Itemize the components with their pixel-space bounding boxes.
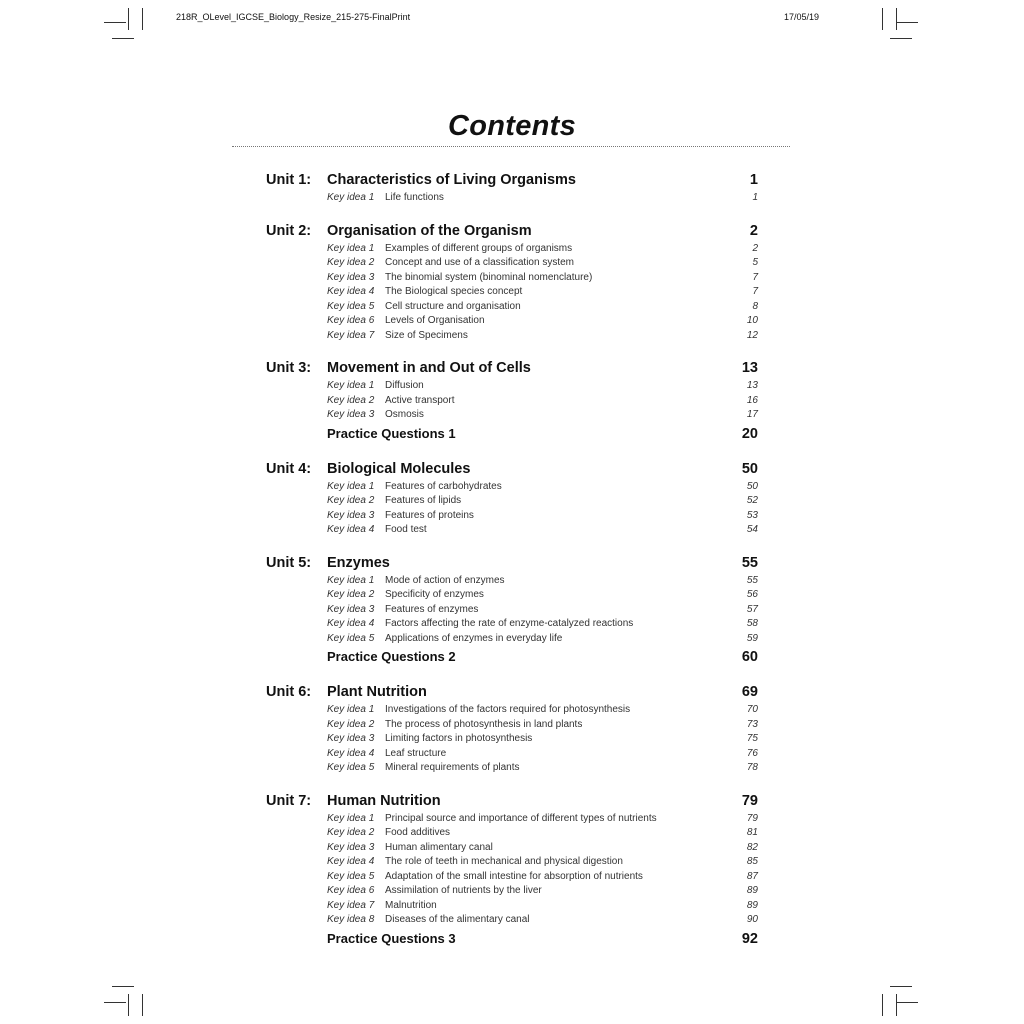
key-idea-row <box>266 762 758 777</box>
toc-unit <box>266 793 758 950</box>
key-idea-page-number: 79 <box>746 812 758 824</box>
key-idea-page-number: 10 <box>746 315 758 326</box>
key-idea-text: Features of enzymes <box>385 603 479 615</box>
crop-mark <box>890 38 912 39</box>
table-of-contents <box>266 172 758 966</box>
key-idea-label: Key idea 1 <box>327 574 375 586</box>
key-idea-label: Key idea 6 <box>327 885 375 896</box>
key-idea-text: The Biological species concept <box>385 286 523 297</box>
crop-mark <box>896 8 897 30</box>
unit-title: Biological Molecules <box>327 460 471 477</box>
key-idea-page-number: 5 <box>752 257 758 268</box>
key-idea-page-number: 55 <box>746 574 758 586</box>
key-idea-label: Key idea 4 <box>327 286 375 297</box>
key-idea-row <box>266 704 758 719</box>
unit-label: Unit 6: <box>266 684 312 700</box>
practice-questions-row <box>266 649 758 668</box>
practice-questions-row <box>266 426 758 445</box>
practice-questions-page-number: 92 <box>741 930 758 947</box>
key-idea-text: Features of carbohydrates <box>385 480 502 492</box>
key-idea-text: Principal source and importance of different types of nutrients <box>385 812 657 824</box>
key-idea-label: Key idea 2 <box>327 394 375 406</box>
unit-heading-row <box>266 684 758 704</box>
key-idea-label: Key idea 3 <box>327 603 375 615</box>
practice-questions-page-number: 60 <box>741 649 758 665</box>
key-idea-page-number: 58 <box>746 618 758 629</box>
unit-label: Unit 4: <box>266 460 312 477</box>
key-idea-row <box>266 315 758 330</box>
unit-title: Characteristics of Living Organisms <box>327 172 576 188</box>
key-idea-label: Key idea 5 <box>327 632 375 644</box>
key-idea-text: Diffusion <box>385 380 424 391</box>
key-idea-row <box>266 243 758 258</box>
key-idea-label: Key idea 3 <box>327 841 375 853</box>
key-idea-row <box>266 257 758 272</box>
key-idea-row <box>266 510 758 525</box>
key-idea-text: Levels of Organisation <box>385 315 485 326</box>
crop-mark <box>112 986 134 987</box>
key-idea-page-number: 7 <box>752 271 758 283</box>
key-idea-row <box>266 495 758 510</box>
key-idea-text: The process of photosynthesis in land plants <box>385 718 583 730</box>
key-idea-label: Key idea 2 <box>327 495 375 506</box>
key-idea-text: Mode of action of enzymes <box>385 574 505 586</box>
key-idea-row <box>266 813 758 828</box>
key-idea-page-number: 8 <box>752 300 758 312</box>
key-idea-row <box>266 885 758 900</box>
crop-mark <box>128 994 129 1016</box>
practice-questions-page-number: 20 <box>741 425 758 442</box>
key-idea-page-number: 78 <box>746 762 758 773</box>
crop-mark <box>104 1002 126 1003</box>
unit-heading-row <box>266 461 758 481</box>
key-idea-label: Key idea 4 <box>327 618 375 629</box>
key-idea-label: Key idea 7 <box>327 899 375 911</box>
key-idea-label: Key idea 1 <box>327 480 375 492</box>
key-idea-page-number: 89 <box>746 899 758 911</box>
key-idea-row <box>266 589 758 604</box>
key-idea-row <box>266 395 758 410</box>
key-idea-text: Mineral requirements of plants <box>385 762 520 773</box>
key-idea-row <box>266 719 758 734</box>
toc-unit <box>266 223 758 345</box>
key-idea-row <box>266 871 758 886</box>
key-idea-row <box>266 733 758 748</box>
page-title: Contents <box>447 110 577 142</box>
crop-mark <box>882 994 883 1016</box>
key-idea-label: Key idea 1 <box>327 380 375 391</box>
key-idea-label: Key idea 3 <box>327 271 375 283</box>
key-idea-row <box>266 900 758 915</box>
key-idea-text: Assimilation of nutrients by the liver <box>385 885 542 896</box>
key-idea-page-number: 52 <box>746 495 758 506</box>
key-idea-page-number: 12 <box>746 329 758 341</box>
key-idea-label: Key idea 8 <box>327 914 375 925</box>
crop-mark <box>896 22 918 23</box>
key-idea-label: Key idea 3 <box>327 733 375 744</box>
unit-heading-row <box>266 172 758 192</box>
key-idea-row <box>266 575 758 590</box>
key-idea-page-number: 85 <box>746 856 758 867</box>
print-filename: 218R_OLevel_IGCSE_Biology_Resize_215-275-FinalPrint <box>176 12 411 22</box>
unit-heading-row <box>266 793 758 813</box>
key-idea-page-number: 17 <box>746 409 758 420</box>
key-idea-text: The binomial system (binominal nomenclature) <box>385 271 593 283</box>
crop-mark <box>896 1002 918 1003</box>
unit-title: Organisation of the Organism <box>327 222 532 239</box>
key-idea-text: Features of lipids <box>385 495 462 506</box>
unit-page-number: 13 <box>741 360 758 376</box>
key-idea-page-number: 87 <box>746 870 758 882</box>
practice-questions-title: Practice Questions 1 <box>327 425 456 441</box>
key-idea-text: Factors affecting the rate of enzyme-catalyzed reactions <box>385 618 634 629</box>
key-idea-page-number: 89 <box>746 885 758 896</box>
key-idea-row <box>266 524 758 539</box>
key-idea-label: Key idea 1 <box>327 704 375 715</box>
key-idea-text: Features of proteins <box>385 509 474 521</box>
unit-heading-row <box>266 360 758 380</box>
key-idea-text: Concept and use of a classification system <box>385 257 574 268</box>
key-idea-label: Key idea 1 <box>327 812 375 824</box>
key-idea-page-number: 73 <box>746 718 758 730</box>
key-idea-page-number: 81 <box>746 827 758 838</box>
key-idea-page-number: 16 <box>746 394 758 406</box>
toc-unit <box>266 360 758 445</box>
key-idea-text: Adaptation of the small intestine for absorption of nutrients <box>385 870 643 882</box>
toc-unit <box>266 684 758 777</box>
key-idea-page-number: 75 <box>746 733 758 744</box>
key-idea-text: Food test <box>385 524 427 535</box>
key-idea-text: Leaf structure <box>385 747 447 759</box>
key-idea-label: Key idea 7 <box>327 329 375 341</box>
crop-mark <box>882 8 883 30</box>
key-idea-text: Size of Specimens <box>385 329 468 341</box>
key-idea-label: Key idea 2 <box>327 589 375 600</box>
key-idea-page-number: 56 <box>746 589 758 600</box>
key-idea-row <box>266 481 758 496</box>
key-idea-label: Key idea 4 <box>327 856 375 867</box>
unit-page-number: 79 <box>741 792 758 809</box>
key-idea-label: Key idea 1 <box>327 192 375 203</box>
key-idea-page-number: 59 <box>746 632 758 644</box>
key-idea-page-number: 70 <box>746 704 758 715</box>
key-idea-label: Key idea 2 <box>327 257 375 268</box>
key-idea-label: Key idea 1 <box>327 242 375 254</box>
key-idea-page-number: 57 <box>746 603 758 615</box>
key-idea-page-number: 13 <box>746 380 758 391</box>
key-idea-row <box>266 914 758 929</box>
key-idea-text: Diseases of the alimentary canal <box>385 914 530 925</box>
practice-questions-row <box>266 931 758 950</box>
crop-mark <box>896 994 897 1016</box>
key-idea-text: Limiting factors in photosynthesis <box>385 733 533 744</box>
key-idea-text: Life functions <box>385 192 444 203</box>
key-idea-row <box>266 330 758 345</box>
key-idea-text: Examples of different groups of organisms <box>385 242 573 254</box>
key-idea-text: Osmosis <box>385 409 424 420</box>
key-idea-label: Key idea 3 <box>327 409 375 420</box>
key-idea-row <box>266 842 758 857</box>
unit-heading-row <box>266 555 758 575</box>
key-idea-page-number: 82 <box>746 841 758 853</box>
key-idea-page-number: 53 <box>746 509 758 521</box>
key-idea-row <box>266 856 758 871</box>
key-idea-page-number: 1 <box>752 192 758 203</box>
key-idea-row <box>266 380 758 395</box>
key-idea-label: Key idea 4 <box>327 524 375 535</box>
unit-page-number: 55 <box>741 554 758 571</box>
key-idea-row <box>266 633 758 648</box>
key-idea-label: Key idea 2 <box>327 718 375 730</box>
crop-mark <box>142 994 143 1016</box>
unit-title: Movement in and Out of Cells <box>327 360 531 376</box>
key-idea-page-number: 2 <box>752 242 758 254</box>
unit-page-number: 50 <box>741 460 758 477</box>
crop-mark <box>112 38 134 39</box>
title-divider <box>232 146 790 147</box>
key-idea-row <box>266 286 758 301</box>
key-idea-label: Key idea 5 <box>327 300 375 312</box>
key-idea-text: Malnutrition <box>385 899 437 911</box>
key-idea-text: The role of teeth in mechanical and physical digestion <box>385 856 623 867</box>
key-idea-page-number: 7 <box>752 286 758 297</box>
key-idea-page-number: 90 <box>746 914 758 925</box>
key-idea-label: Key idea 5 <box>327 762 375 773</box>
key-idea-text: Active transport <box>385 394 455 406</box>
crop-mark <box>142 8 143 30</box>
key-idea-text: Food additives <box>385 827 451 838</box>
unit-page-number: 2 <box>749 222 758 239</box>
key-idea-row <box>266 301 758 316</box>
key-idea-page-number: 54 <box>746 524 758 535</box>
key-idea-row <box>266 192 758 207</box>
practice-questions-title: Practice Questions 2 <box>327 649 456 664</box>
key-idea-row <box>266 827 758 842</box>
key-idea-row <box>266 409 758 424</box>
crop-mark <box>104 22 126 23</box>
key-idea-text: Specificity of enzymes <box>385 589 484 600</box>
key-idea-text: Investigations of the factors required for photosynthesis <box>385 704 631 715</box>
key-idea-label: Key idea 6 <box>327 315 375 326</box>
unit-label: Unit 3: <box>266 360 312 376</box>
toc-unit <box>266 461 758 539</box>
toc-unit <box>266 172 758 207</box>
key-idea-text: Cell structure and organisation <box>385 300 521 312</box>
unit-title: Human Nutrition <box>327 792 441 809</box>
key-idea-label: Key idea 5 <box>327 870 375 882</box>
key-idea-row <box>266 618 758 633</box>
key-idea-text: Human alimentary canal <box>385 841 493 853</box>
crop-mark <box>890 986 912 987</box>
unit-page-number: 1 <box>749 172 758 188</box>
key-idea-text: Applications of enzymes in everyday life <box>385 632 563 644</box>
key-idea-page-number: 50 <box>746 480 758 492</box>
unit-title: Enzymes <box>327 554 390 571</box>
unit-label: Unit 5: <box>266 554 312 571</box>
unit-page-number: 69 <box>741 684 758 700</box>
key-idea-label: Key idea 4 <box>327 747 375 759</box>
unit-heading-row <box>266 223 758 243</box>
key-idea-label: Key idea 3 <box>327 509 375 521</box>
unit-label: Unit 2: <box>266 222 312 239</box>
unit-title: Plant Nutrition <box>327 684 427 700</box>
print-date: 17/05/19 <box>784 12 820 22</box>
unit-label: Unit 1: <box>266 172 312 188</box>
crop-mark <box>128 8 129 30</box>
practice-questions-title: Practice Questions 3 <box>327 930 456 946</box>
key-idea-row <box>266 748 758 763</box>
key-idea-page-number: 76 <box>746 747 758 759</box>
key-idea-row <box>266 272 758 287</box>
key-idea-row <box>266 604 758 619</box>
toc-unit <box>266 555 758 669</box>
unit-label: Unit 7: <box>266 792 312 809</box>
key-idea-label: Key idea 2 <box>327 827 375 838</box>
